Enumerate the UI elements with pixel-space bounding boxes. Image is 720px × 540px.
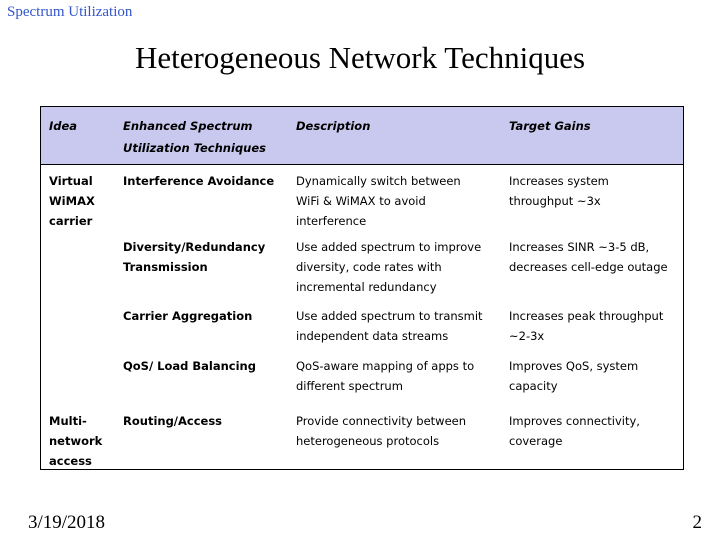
idea-line: WiMAX <box>49 194 95 208</box>
description-line: diversity, code rates with <box>296 260 442 274</box>
technique-line: Transmission <box>123 260 208 274</box>
technique-line: Routing/Access <box>123 414 223 428</box>
technique-line: Carrier Aggregation <box>123 309 253 323</box>
description-diversity-redundancy <box>296 237 481 297</box>
description-line: Use added spectrum to transmit <box>296 309 483 323</box>
description-line: different spectrum <box>296 379 403 393</box>
description-line: WiFi & WiMAX to avoid <box>296 194 426 208</box>
slide-title: Heterogeneous Network Techniques <box>134 40 586 75</box>
gains-qos-load-balancing <box>509 356 638 396</box>
gains-line: Increases SINR ~3-5 dB, <box>509 240 650 254</box>
gains-line: throughput ~3x <box>509 194 601 208</box>
idea-virtual-wimax-carrier <box>49 171 95 231</box>
gains-line: coverage <box>509 434 563 448</box>
technique-line: Interference Avoidance <box>123 174 275 188</box>
header-target-gains: Target Gains <box>509 119 591 133</box>
idea-line: Multi- <box>49 414 87 428</box>
description-line: interference <box>296 214 367 228</box>
description-line: Provide connectivity between <box>296 414 467 428</box>
technique-line: QoS/ Load Balancing <box>123 359 256 373</box>
technique-diversity-redundancy <box>123 237 265 277</box>
description-qos-load-balancing <box>296 356 474 396</box>
description-line: QoS-aware mapping of apps to <box>296 359 475 373</box>
gains-routing-access <box>509 411 640 451</box>
description-line: Use added spectrum to improve <box>296 240 482 254</box>
gains-line: Improves QoS, system <box>509 359 639 373</box>
gains-line: Increases peak throughput <box>509 309 664 323</box>
idea-line: network <box>49 434 103 448</box>
description-line: incremental redundancy <box>296 280 437 294</box>
gains-line: Improves connectivity, <box>509 414 640 428</box>
gains-carrier-aggregation <box>509 306 663 346</box>
description-line: heterogeneous protocols <box>296 434 440 448</box>
description-routing-access <box>296 411 466 451</box>
technique-routing-access <box>123 411 222 431</box>
idea-line: access <box>49 454 92 468</box>
page-number: 2 <box>692 512 702 533</box>
header-technique-line-1: Enhanced Spectrum <box>123 119 253 133</box>
gains-line: ~2-3x <box>509 329 545 343</box>
header-technique-line-2: Utilization Techniques <box>123 141 267 155</box>
technique-line: Diversity/Redundancy <box>123 240 266 254</box>
idea-line: carrier <box>49 214 93 228</box>
header-technique <box>123 115 266 159</box>
description-line: Dynamically switch between <box>296 174 461 188</box>
gains-line: decreases cell-edge outage <box>509 260 668 274</box>
description-carrier-aggregation <box>296 306 483 346</box>
technique-interference-avoidance <box>123 171 274 191</box>
techniques-table <box>40 106 684 470</box>
slide-header-label: Spectrum Utilization <box>7 4 133 20</box>
header-idea: Idea <box>49 119 78 133</box>
gains-interference-avoidance <box>509 171 609 211</box>
slide-date: 3/19/2018 <box>28 512 106 533</box>
technique-qos-load-balancing <box>123 356 256 376</box>
gains-diversity-redundancy <box>509 237 668 277</box>
technique-carrier-aggregation <box>123 306 252 326</box>
idea-multi-network-access <box>49 411 102 471</box>
header-description: Description <box>296 119 371 133</box>
gains-line: Increases system <box>509 174 609 188</box>
description-line: independent data streams <box>296 329 449 343</box>
gains-line: capacity <box>509 379 558 393</box>
description-interference-avoidance <box>296 171 461 231</box>
idea-line: Virtual <box>49 174 93 188</box>
